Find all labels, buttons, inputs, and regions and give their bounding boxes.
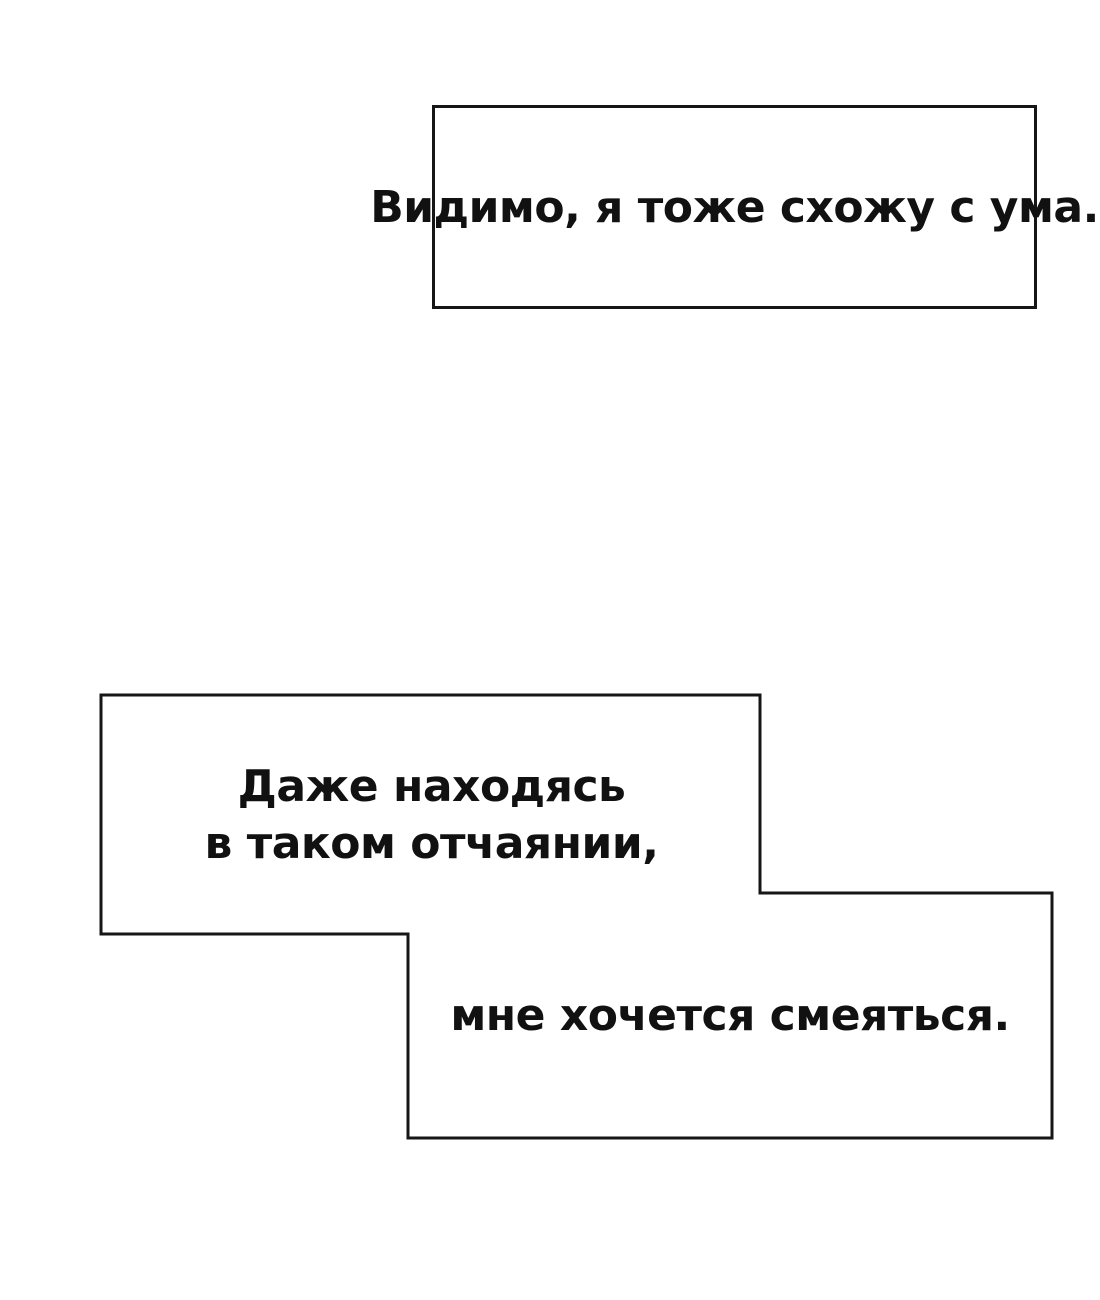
- caption-bottom-left-line2: в таком отчаянии,: [204, 818, 659, 869]
- caption-top-text: Видимо, я тоже схожу с ума.: [370, 181, 1099, 233]
- caption-bottom-left-line1: Даже находясь: [237, 761, 626, 812]
- caption-bottom-right-text: мне хочется смеяться.: [450, 990, 1010, 1041]
- caption-bottom-right: [408, 893, 1052, 1138]
